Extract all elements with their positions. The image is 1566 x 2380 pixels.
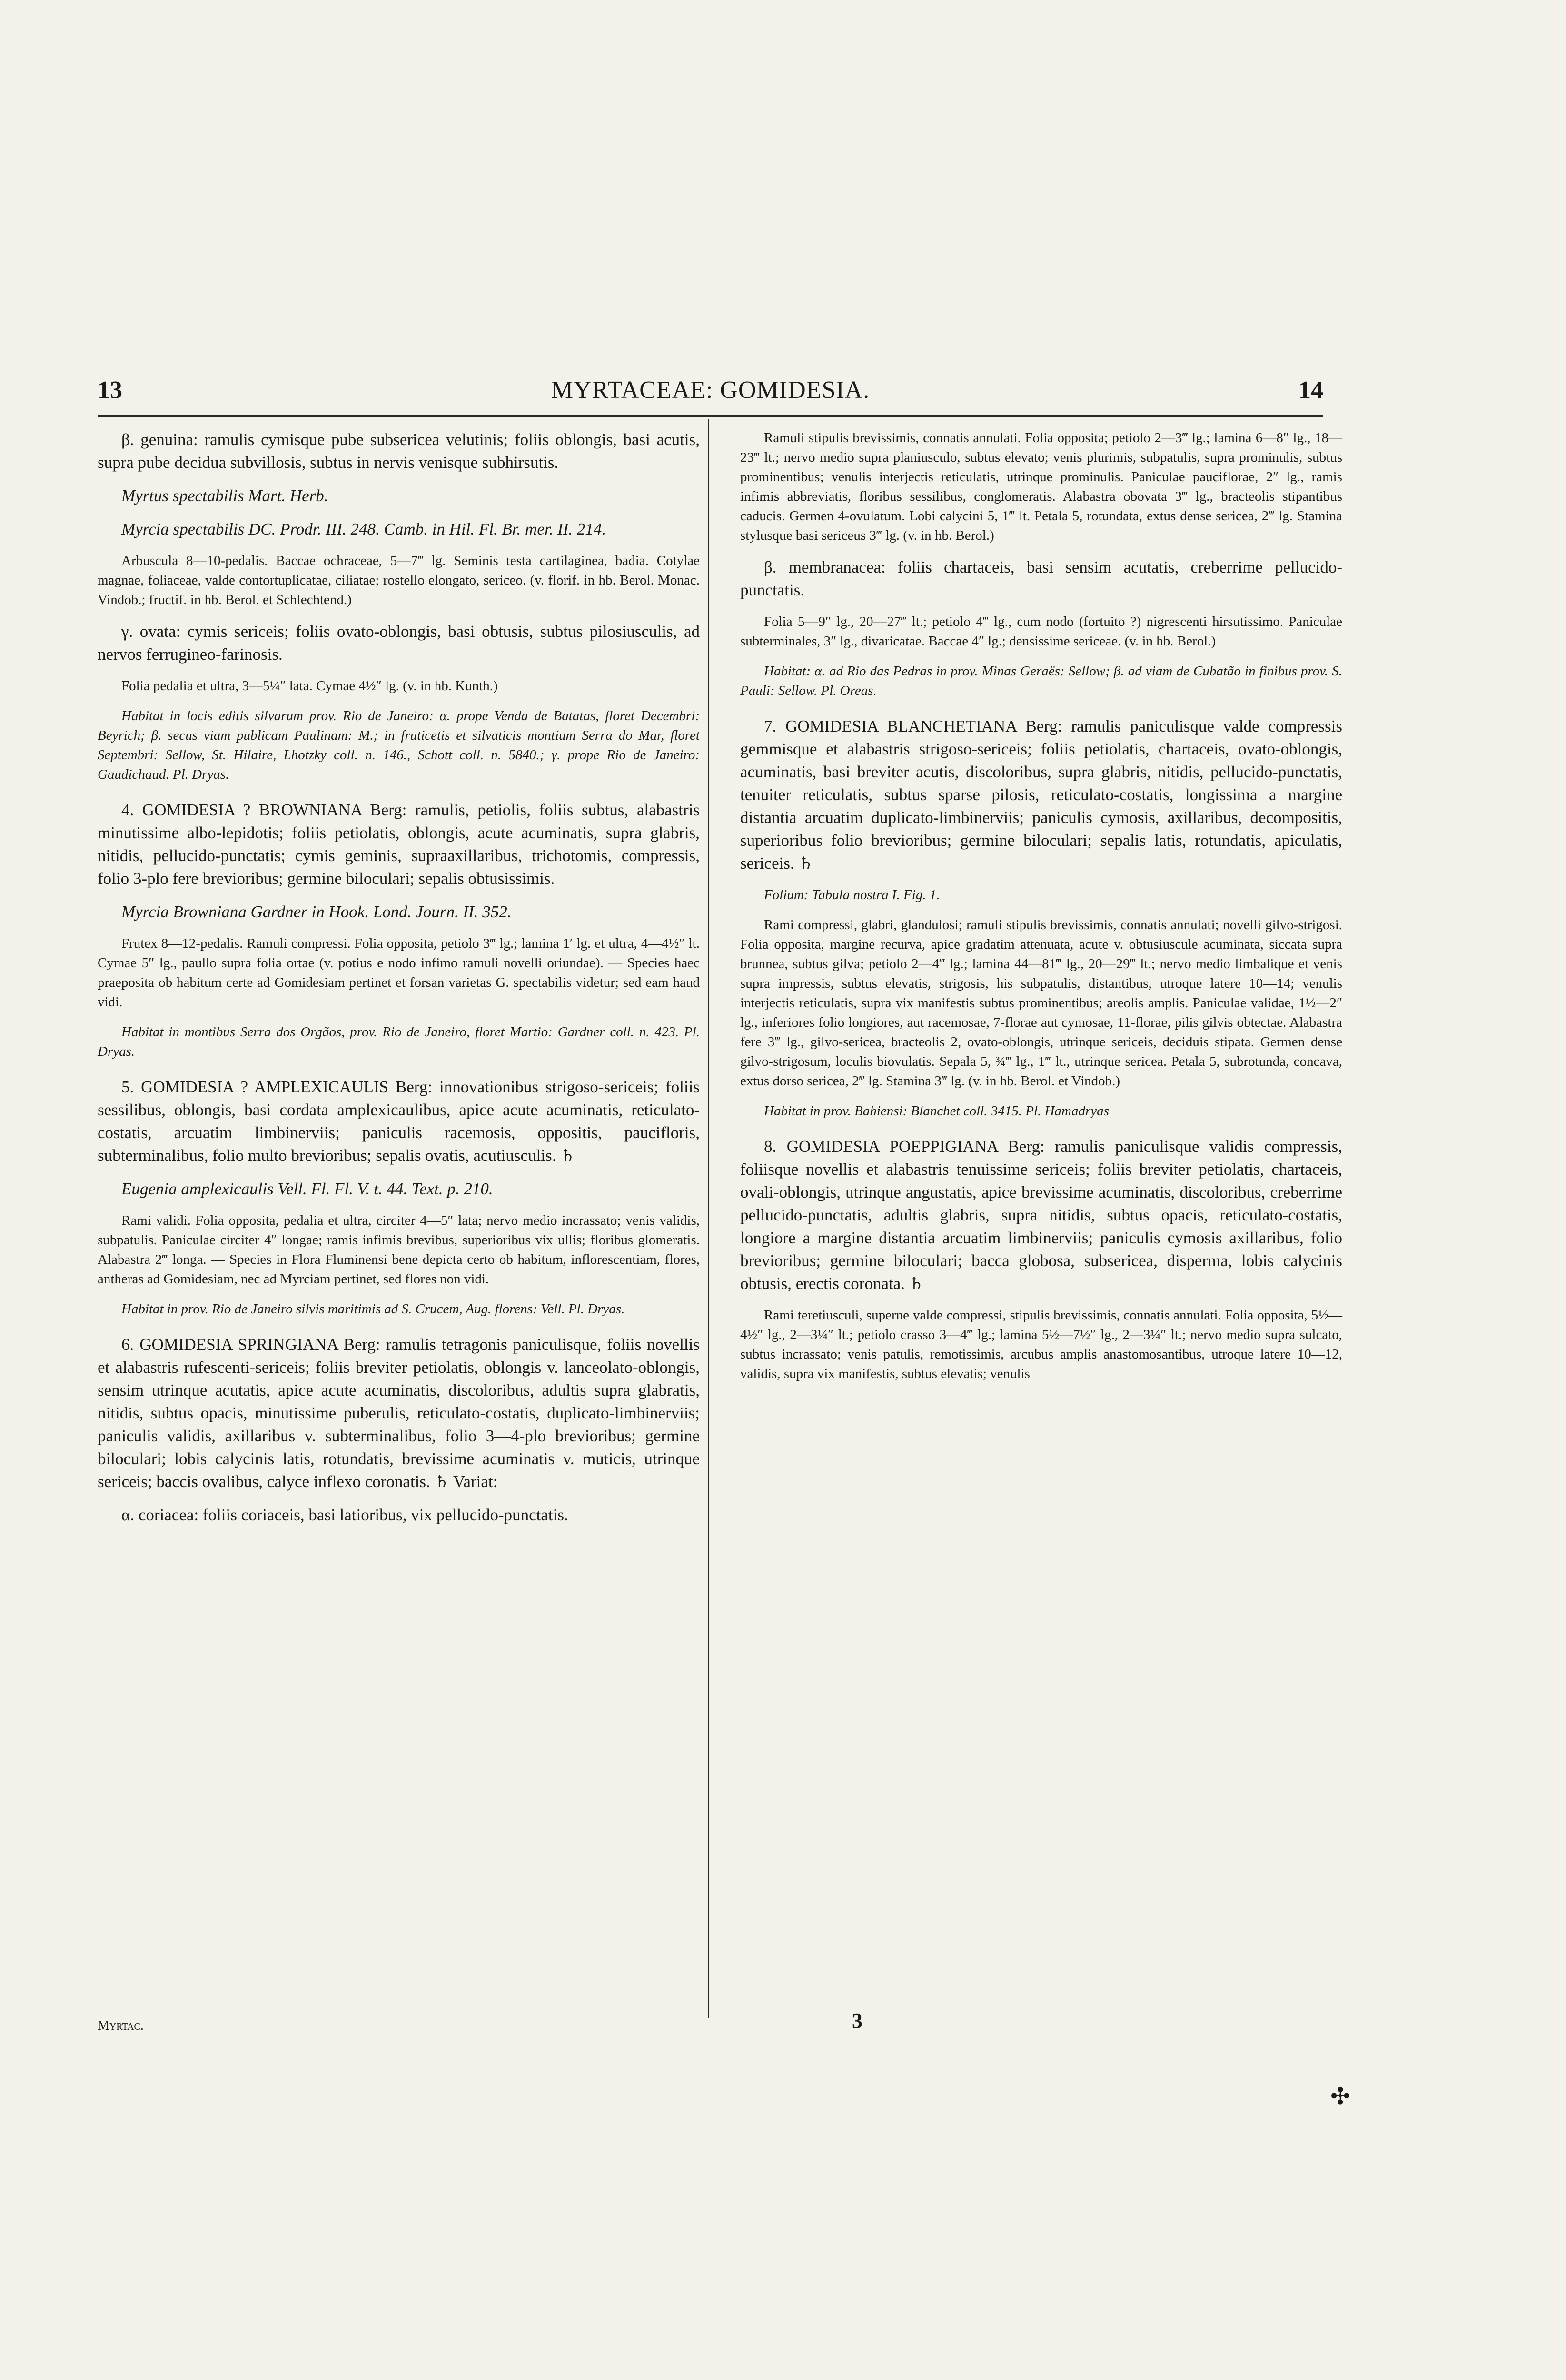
species-6-springiana: 6. GOMIDESIA SPRINGIANA Berg: ramulis tetragonis paniculisque, foliis novellis et alabastris rufescenti-sericeis; foliis breviter petiolatis, oblongis v. lanceolato-oblongis, sensim utrinque acutatis, apice acute acuminatis, discoloribus, adultis supra glabratis, nitidis, subtus opacis, minutissime puberulis, reticulato-costatis, duplicato-limbinerviis; paniculis validis, axillaribus v. subterminalibus, folio 3—4-plo brevioribus; germine biloculari; lobis calycinis latis, rotundatis, brevissime acuminatis v. muticis, utrinque sericeis; baccis ovalibus, calyce inflexo coronatis. ♄ Variat: [98, 1335, 700, 1491]
variety-gamma-ovata: γ. ovata: cymis sericeis; foliis ovato-oblongis, basi obtusis, subtus pilosiusculis, ad nervos ferrugineo-farinosis. [98, 622, 700, 664]
description-blanchetiana: Rami compressi, glabri, glandulosi; ramuli stipulis brevissimis, connatis annulati; novelli gilvo-strigosi. Folia opposita, margine recurva, apice gradatim attenuata, acute v. obtusiuscule acuminata, siccata supra brunnea, subtus gilva; petiolo 2—4‴ lg.; lamina 44—81‴ lg., 20—29‴ lt.; nervo medio limbalique et venis supra impressis, subtus elevatis, strigosis, his subpatulis, distantibus, utroque latere 10—14; venulis interjectis reticulatis, supra vix manifestis subtus prominentibus; areolis amplis. Paniculae validae, 1½—2″ lg., inferiores folio longiores, aut racemosae, 7-florae aut cymosae, 11-florae, pilis gilvis obtectae. Alabastra fere 3‴ lg., gilvo-sericea, bracteolis 2, ovato-oblongis, utrinque sericeis, deciduis stipata. Germen dense gilvo-strigosum, loculis biovulatis. Sepala 5, ¾‴ lg., 1‴ lt., utrinque sericea. Petala 5, subrotunda, concava, extus dorso sericea, 2‴ lg. Stamina 3‴ lg. (v. in hb. Berol. et Vindob.) [740, 917, 1342, 1089]
habitat-spectabilis: Habitat in locis editis silvarum prov. Rio de Janeiro: α. prope Venda de Batatas, floret Decembri: Beyrich; β. secus viam publicam Paulinam: M.; in fruticetis et silvaticis montium Serra do Mar, floret Septembri: Sellow, St. Hilaire, Lhotzky coll. n. 146., Schott coll. n. 5840.; γ. prope Rio de Janeiro: Gaudichaud. Pl. Dryas. [98, 708, 700, 782]
variety-alpha-coriacea: α. coriacea: foliis coriaceis, basi latioribus, vix pellucido-punctatis. [121, 1506, 568, 1524]
left-page-number: 13 [98, 377, 122, 404]
variety-beta-membranacea: β. membranacea: foliis chartaceis, basi sensim acutatis, creberrime pellucido-punctatis. [740, 558, 1342, 599]
running-title: MYRTACEAE: GOMIDESIA. [551, 377, 870, 404]
description-membranacea: Folia 5—9″ lg., 20—27‴ lt.; petiolo 4‴ lg., cum nodo (fortuito ?) nigrescenti hirsutissimo. Paniculae subterminales, 3″ lg., divaricatae. Baccae 4″ lg.; densissime sericeae. (v. in hb. Berol.) [740, 614, 1342, 649]
habitat-blanchetiana: Habitat in prov. Bahiensi: Blanchet coll. 3415. Pl. Hamadryas [764, 1103, 1109, 1119]
habitat-springiana: Habitat: α. ad Rio das Pedras in prov. Minas Geraës: Sellow; β. ad viam de Cubatão in finibus prov. S. Pauli: Sellow. Pl. Oreas. [740, 664, 1342, 698]
habitat-amplexicaulis: Habitat in prov. Rio de Janeiro silvis maritimis ad S. Crucem, Aug. florens: Vell. Pl. Dryas. [121, 1301, 625, 1317]
species-4-browniana: 4. GOMIDESIA ? BROWNIANA Berg: ramulis, petiolis, foliis subtus, alabastris minutissime albo-lepidotis; foliis petiolatis, oblongis, acute acuminatis, supra glabris, nitidis, pellucido-punctatis; cymis geminis, supraaxillaribus, trichotomis, compressis, folio 3-plo fere brevioribus; germine biloculari; sepalis obtusissimis. [98, 801, 700, 888]
figure-reference: Folium: Tabula nostra I. Fig. 1. [764, 887, 940, 902]
column-divider [708, 419, 709, 2018]
description-poeppigiana: Rami teretiusculi, superne valde compressi, stipulis brevissimis, connatis annulati. Folia opposita, 5½—4½″ lg., 2—3¼″ lt.; petiolo crasso 3—4‴ lg.; lamina 5½—7½″ lg., 2—3¼″ lt.; nervo medio supra sulcato, subtus incrassato; venis patulis, remotissimis, arcubus amplis anastomosantibus, utroque latere 10—12, validis, supra vix manifestis, subtus elevatis; venulis [740, 1308, 1342, 1381]
synonym-eugenia-amplexicaulis: Eugenia amplexicaulis Vell. Fl. Fl. V. t. 44. Text. p. 210. [121, 1180, 493, 1198]
running-header [98, 376, 1323, 409]
species-5-amplexicaulis: 5. GOMIDESIA ? AMPLEXICAULIS Berg: innovationibus strigoso-sericeis; foliis sessilibus, oblongis, basi cordata amplexicaulibus, apice acute acuminatis, reticulato-costatis, arcuatim limbinerviis; paniculis racemosis, oppositis, paucifloris, subterminalibus, folio multo brevioribus; sepalis ovatis, acutiusculis. ♄ [98, 1078, 700, 1165]
synonym-myrcia-browniana: Myrcia Browniana Gardner in Hook. Lond. Journ. II. 352. [121, 902, 512, 921]
description-browniana: Frutex 8—12-pedalis. Ramuli compressi. Folia opposita, petiolo 3‴ lg.; lamina 1′ lg. et ultra, 4—4½″ lt. Cymae 5″ lg., paullo supra folia ortae (v. potius e nodo infimo ramuli novelli oriundae). — Species haec praeposita ob habitum certe ad Gomidesiam pertinet et forsan varietas G. spectabilis videtur; sed eam haud vidi. [98, 936, 700, 1010]
species-7-blanchetiana: 7. GOMIDESIA BLANCHETIANA Berg: ramulis paniculisque valde compressis gemmisque et alabastris strigoso-sericeis; foliis petiolatis, chartaceis, ovato-oblongis, acuminatis, basi breviter acutis, discoloribus, supra glabris, nitidis, pellucido-punctatis, tenuiter reticulatis, subtus sparse pilosis, reticulato-costatis, longissima a margine distantia arcuatim duplicato-limbinerviis; paniculis cymosis, axillaribus, decompositis, superioribus folio brevioribus; germine biloculari; sepalis latis, rotundatis, apiculatis, sericeis. ♄ [740, 717, 1342, 873]
left-column [98, 428, 700, 1537]
description-springiana: Ramuli stipulis brevissimis, connatis annulati. Folia opposita; petiolo 2—3‴ lg.; lamina 6—8″ lg., 18—23‴ lt.; nervo medio supra planiusculo, subtus elevato; venis plurimis, subpatulis, supra prominulis, subtus prominentibus; venulis interjectis reticulatis, utrinque prominulis. Paniculae pauciflorae, 2″ lg., ramis infimis abbreviatis, floribus sessilibus, conglomeratis. Alabastra obovata 3‴ lg., bracteolis stipantibus caducis. Germen 4-ovulatum. Lobi calycini 5, 1‴ lt. Petala 5, rotundata, extus dense sericea, 2‴ lg. Stamina stylusque basi sericeus 3‴ lg. (v. in hb. Berol.) [740, 430, 1342, 543]
variety-beta-genuina: β. genuina: ramulis cymisque pube subsericea velutinis; foliis oblongis, basi acutis, supra pube decidua subvillosis, subtus in nervis venisque subhirsutis. [98, 430, 700, 472]
printer-ornament-icon: ✣ [1330, 2083, 1350, 2110]
sheet-number: 3 [852, 2009, 862, 2033]
synonym-myrcia-spectabilis: Myrcia spectabilis DC. Prodr. III. 248. Camb. in Hil. Fl. Br. mer. II. 214. [121, 520, 606, 538]
description-arbuscula: Arbuscula 8—10-pedalis. Baccae ochraceae, 5—7‴ lg. Seminis testa cartilaginea, badia. Cotylae magnae, foliaceae, valde contortuplicatae, ciliatae; rostello elongato, sericeo. (v. florif. in hb. Berol. Monac. Vindob.; fructif. in hb. Berol. et Schlechtend.) [98, 553, 700, 607]
right-page-number: 14 [1298, 377, 1323, 404]
synonym-myrtus-spectabilis: Myrtus spectabilis Mart. Herb. [121, 486, 328, 505]
habitat-browniana: Habitat in montibus Serra dos Orgãos, prov. Rio de Janeiro, floret Martio: Gardner coll. n. 423. Pl. Dryas. [98, 1024, 700, 1059]
header-rule [98, 415, 1323, 416]
signature-mark: Myrtac. [98, 2018, 144, 2033]
right-column [740, 428, 1342, 1394]
description-amplexicaulis: Rami validi. Folia opposita, pedalia et ultra, circiter 4—5″ lata; nervo medio incrassato; venis validis, subpatulis. Paniculae circiter 4″ longae; ramis infimis brevibus, superioribus vix ullis; floribus glomeratis. Alabastra 2‴ longa. — Species in Flora Fluminensi bene depicta certo ob habitum, inflorescentiam, flores, antheras ad Gomidesiam, nec ad Myrciam pertinet, sed flores non vidi. [98, 1213, 700, 1287]
species-8-poeppigiana: 8. GOMIDESIA POEPPIGIANA Berg: ramulis paniculisque validis compressis, foliisque novellis et alabastris tenuissime sericeis; foliis breviter petiolatis, chartaceis, ovali-oblongis, utrinque angustatis, apice brevissime acuminatis, discoloribus, creberrime pellucido-punctatis, adultis glabris, supra nitidis, subtus opacis, reticulato-costatis, longiore a margine distantia arcuatim limbinerviis; paniculis cymosis axillaribus, folio brevioribus; germine biloculari; bacca globosa, subsericea, disperma, lobis calycinis obtusis, erectis coronata. ♄ [740, 1137, 1342, 1293]
description-folia-gamma: Folia pedalia et ultra, 3—5¼″ lata. Cymae 4½″ lg. (v. in hb. Kunth.) [121, 678, 498, 694]
